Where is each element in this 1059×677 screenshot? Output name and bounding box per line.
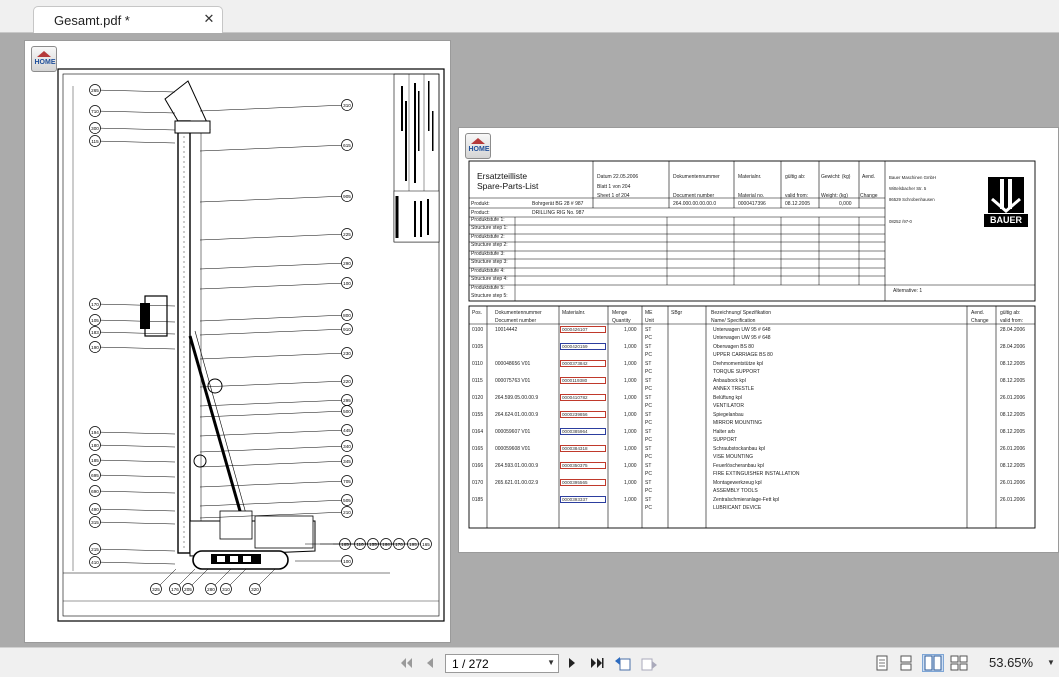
col-name: Bezeichnung/ Spezifikation [711,310,772,316]
callout-number: 310 [222,586,230,592]
callout-number: 105 [91,317,99,323]
col-change-en: Change [971,318,989,324]
callout-leader [200,283,347,289]
col-pos: Pos. [472,310,483,316]
row-pos: 0165 [472,446,484,452]
callout-number: 310 [343,102,351,108]
page-number-field[interactable] [445,654,559,673]
docnum-label: Dokumentennummer [673,174,720,180]
row-pos: 0170 [472,480,484,486]
row-docnum: 264.599.05.00.00.9 [495,395,539,401]
structure-step-label-en: Structure step 3: [471,259,508,265]
row-name: Oberwagen BS 80 [713,344,754,350]
callout-number: 180 [91,442,99,448]
callout-number: 410 [91,559,99,565]
weight-label: Gewicht: (kg) [821,174,851,180]
valid-label: gültig ab: [785,174,806,180]
structure-step-label-en: Structure step 1: [471,225,508,231]
docnum-value: 264.000.00.00.00.0 [673,201,717,207]
callout-leader [95,111,175,113]
change-label-en: Change [860,193,878,199]
row-name-en: MIRROR MOUNTING [713,420,762,426]
first-page-icon [399,657,413,669]
row-qty: 1,000 [624,480,637,486]
row-unit-en: PC [645,437,652,443]
callout-leader [95,432,175,434]
row-unit-en: PC [645,352,652,358]
structure-step-label-en: Structure step 2: [471,242,508,248]
callout-number: 100 [343,558,351,564]
next-view-icon [640,655,658,671]
callout-leader [200,105,347,111]
callout-leader [95,491,175,493]
row-material-link[interactable]: 0000119380 [560,377,606,384]
bottom-toolbar [0,647,1059,677]
col-docnum-en: Document number [495,318,537,324]
row-pos: 0164 [472,429,484,435]
callout-number: 164 [382,541,390,547]
row-name: Montagewerkzeug kpl [713,480,762,486]
row-qty: 1,000 [624,378,637,384]
callout-leader [200,329,347,335]
single-page-icon [875,655,889,671]
continuous-view-button[interactable] [897,654,915,672]
callout-number: 690 [91,488,99,494]
close-icon[interactable]: ✕ [203,11,215,26]
col-qty: Menge [612,310,628,316]
company-line: Bauer Maschinen GmbH [889,175,937,180]
pdf-page-2 [458,127,1059,553]
page-number-value: 1 / 272 [452,657,489,671]
row-material-link[interactable]: 0000384318 [560,445,606,452]
product-value: Bohrgerät BG 28 # 987 [532,201,584,207]
row-docnum: 265.621.01.00.02.9 [495,480,539,486]
two-page-icon [924,655,942,671]
structure-step-label: Produktstufe 5: [471,285,505,291]
callout-leader [200,430,347,436]
callout-number: 155 [369,541,377,547]
row-pos: 0105 [472,344,484,350]
product-label-en: Product: [471,210,490,216]
callout-number: 325 [152,586,160,592]
row-name: Feuerlöscheranbau kpl [713,463,764,469]
row-pos: 0110 [472,361,483,367]
callout-number: 490 [91,506,99,512]
row-pos: 0185 [472,497,484,503]
col-sbgr: SBgr [671,310,683,316]
row-name: Spiegelanbau [713,412,744,418]
row-docnum: 264.624.01.00.00.9 [495,412,539,418]
sheet-en: Sheet 1 of 204 [597,193,630,199]
structure-step-label: Produktstufe 3: [471,251,505,257]
callout-leader [200,461,347,467]
callout-leader [95,347,175,349]
row-unit-en: PC [645,505,652,511]
valid-value: 08.12.2005 [785,201,811,207]
row-name: Unterwagen UW 95 # 648 [713,327,771,333]
zoom-level[interactable]: 53.65% [989,655,1034,670]
structure-step-label: Produktstufe 1: [471,217,505,223]
callout-number: 190 [91,344,99,350]
callout-leader [95,509,175,511]
last-page-icon [590,657,604,669]
callout-leader [200,315,347,321]
callout-leader [200,353,347,359]
logo-text: BAUER [989,215,1022,225]
row-unit: ST [645,480,652,486]
bauer-logo [980,173,1032,229]
callout-number: 195 [409,541,417,547]
drilling-rig-drawing [25,41,451,643]
callout-leader [95,460,175,462]
row-unit-en: PC [645,488,652,494]
row-qty: 1,000 [624,463,637,469]
product-label: Produkt: [471,201,490,207]
company-line: 86529 Schrobenhausen [889,197,935,202]
row-name-en: TORQUE SUPPORT [713,369,760,375]
structure-step-label: Produktstufe 4: [471,268,505,274]
home-button-2[interactable]: HOME [465,133,491,159]
callout-number: 225 [343,231,351,237]
material-value: 0000417396 [738,201,766,207]
previous-view-icon [614,655,632,671]
callout-leader [95,90,175,92]
structure-step-label: Produktstufe 2: [471,234,505,240]
two-page-continuous-view-button[interactable] [950,654,968,672]
company-line: Wittelsbacher Str. 5 [889,186,927,191]
weight-label-en: Weight: (kg) [821,193,848,199]
prev-page-button[interactable] [423,654,437,672]
row-docnum: 000075763 V01 [495,378,531,384]
change-label: Aend. [862,174,876,180]
callout-number: 165 [341,541,349,547]
row-name-en: Unterwagen UW 95 # 648 [713,335,771,341]
pdf-page-1 [24,40,451,643]
row-qty: 1,000 [624,344,637,350]
product-value-en: DRILLING RIG No. 987 [532,210,585,216]
row-qty: 1,000 [624,497,637,503]
row-valid: 28.04.2006 [1000,344,1026,350]
docnum-label-en: Document number [673,193,715,199]
callout-number: 115 [91,138,99,144]
callout-number: 100 [343,280,351,286]
row-unit-en: PC [645,386,652,392]
row-unit-en: PC [645,454,652,460]
callout-leader [200,500,347,506]
row-valid: 08.12.2005 [1000,378,1026,384]
callout-leader [95,141,175,143]
row-unit-en: PC [645,335,652,341]
callout-number: 205 [184,586,192,592]
callout-number: 340 [343,443,351,449]
next-page-button[interactable] [565,654,579,672]
structure-step-label-en: Structure step 4: [471,276,508,282]
callout-leader [200,481,347,487]
row-name: Zentralschmieranlage-Fett kpl [713,497,780,503]
callout-number: 170 [91,301,99,307]
callout-leader [200,400,347,406]
company-line: 08252 /97-0 [889,219,912,224]
alternative: Alternative: 1 [893,288,923,294]
callout-leader [200,263,347,269]
document-tab[interactable] [33,6,223,33]
row-qty: 1,000 [624,327,637,333]
next-view-button[interactable] [640,654,658,672]
callout-number: 910 [343,326,351,332]
callout-number: 710 [91,108,99,114]
row-name-en: VENTILATOR [713,403,744,409]
tab-bar [0,0,1059,33]
row-name-en: FIRE EXTINGUISHER INSTALLATION [713,471,800,477]
next-page-icon [567,657,577,669]
single-page-view-button[interactable] [873,654,891,672]
material-label-en: Material no. [738,193,765,199]
row-valid: 08.12.2005 [1000,412,1026,418]
prev-page-icon [425,657,435,669]
last-page-button[interactable] [589,654,605,672]
date: Datum 22.05.2006 [597,174,639,180]
callout-number: 695 [91,472,99,478]
weight-value: 0,000 [839,201,852,207]
row-unit: ST [645,463,652,469]
callout-number: 165 [422,541,430,547]
row-qty: 1,000 [624,361,637,367]
callout-number: 345 [343,458,351,464]
row-pos: 0155 [472,412,484,418]
callout-leader [95,475,175,477]
row-unit: ST [645,361,652,367]
col-qty-en: Quantity [612,318,631,324]
structure-step-label-en: Structure step 5: [471,293,508,299]
row-material-link[interactable]: 0000239856 [560,411,606,418]
callout-leader [95,549,175,551]
row-valid: 26.01.2006 [1000,480,1026,486]
two-page-view-button[interactable] [922,654,944,672]
row-material-link[interactable]: 0000385964 [560,428,606,435]
row-unit: ST [645,429,652,435]
col-valid: gültig ab: [1000,310,1021,316]
callout-number: 320 [251,586,259,592]
row-docnum: 264.593.01.00.00.9 [495,463,539,469]
callout-leader [95,562,175,564]
callout-number: 905 [343,193,351,199]
row-material-link[interactable]: 0000426107 [560,326,606,333]
callout-number: 295 [343,397,351,403]
callout-number: 170 [395,541,403,547]
row-qty: 1,000 [624,412,637,418]
row-name: Schraubstockanbau kpl [713,446,765,452]
row-docnum: 000059608 V01 [495,446,531,452]
row-material-link[interactable]: 0000373842 [560,360,606,367]
callout-leader [200,234,347,240]
row-unit: ST [645,446,652,452]
callout-number: 210 [343,509,351,515]
callout-number: 183 [91,329,99,335]
callout-number: 265 [91,87,99,93]
callout-number: 215 [91,546,99,552]
row-unit: ST [645,497,652,503]
row-qty: 1,000 [624,446,637,452]
row-valid: 28.04.2006 [1000,327,1026,333]
row-name: Drehmomentstütze kpl [713,361,764,367]
callout-number: 280 [207,586,215,592]
tab-title: Gesamt.pdf * [54,13,130,28]
chevron-down-icon[interactable]: ▼ [1047,658,1055,667]
row-unit-en: PC [645,403,652,409]
row-name: Halter arb [713,429,735,435]
col-name-en: Name/ Specification [711,318,756,324]
callout-number: 615 [343,142,351,148]
sheet-de: Blatt 1 von 204 [597,184,631,190]
row-pos: 0100 [472,327,484,333]
col-change: Aend. [971,310,985,316]
callout-number: 800 [343,312,351,318]
row-qty: 1,000 [624,429,637,435]
row-docnum: 10014442 [495,327,518,333]
chevron-down-icon[interactable]: ▼ [547,658,555,667]
col-material: Materialnr. [562,310,586,316]
row-unit: ST [645,344,652,350]
row-valid: 26.01.2006 [1000,446,1026,452]
row-docnum: 000059607 V01 [495,429,531,435]
callout-leader [95,445,175,447]
row-material-link[interactable]: 0000393337 [560,496,606,503]
row-pos: 0120 [472,395,484,401]
material-label: Materialnr. [738,174,762,180]
callout-number: 176 [171,586,179,592]
callout-number: 110 [356,541,364,547]
col-docnum: Dokumentennummer [495,310,542,316]
row-unit-en: PC [645,420,652,426]
row-name: Belüftung kpl [713,395,742,401]
callout-leader [95,522,175,524]
row-name-en: ASSEMBLY TOOLS [713,488,758,494]
row-pos: 0166 [472,463,484,469]
row-unit: ST [645,412,652,418]
row-docnum: 000048656 V01 [495,361,531,367]
callout-number: 220 [343,378,351,384]
callout-number: 185 [91,457,99,463]
previous-view-button[interactable] [614,654,632,672]
continuous-page-icon [899,655,913,671]
row-name-en: LUBRICANT DEVICE [713,505,762,511]
row-material-link[interactable]: 0000395565 [560,479,606,486]
doc-title-en: Spare-Parts-List [477,181,539,191]
row-valid: 26.01.2006 [1000,497,1026,503]
two-page-continuous-icon [950,655,968,671]
first-page-button[interactable] [398,654,414,672]
home-button[interactable]: HOME [31,46,57,72]
row-valid: 08.12.2005 [1000,361,1026,367]
callout-number: 705 [343,478,351,484]
callout-number: 445 [343,427,351,433]
callout-number: 500 [343,408,351,414]
row-name-en: ANNEX TRESTLE [713,386,755,392]
callout-leader [95,128,175,130]
row-unit-en: PC [645,369,652,375]
callout-leader [200,145,347,151]
row-unit: ST [645,327,652,333]
col-unit: ME [645,310,653,316]
callout-number: 230 [343,350,351,356]
callout-leader [200,196,347,202]
callout-number: 315 [91,519,99,525]
valid-label-en: valid from: [785,193,809,199]
row-pos: 0115 [472,378,483,384]
doc-title-de: Ersatzteilliste [477,171,528,181]
row-unit: ST [645,378,652,384]
callout-number: 505 [343,497,351,503]
col-unit-en: Unit [645,318,654,324]
callout-leader [200,411,347,417]
row-valid: 08.12.2005 [1000,463,1026,469]
row-unit-en: PC [645,471,652,477]
callout-number: 300 [91,125,99,131]
row-material-link[interactable]: 0000350375 [560,462,606,469]
row-unit: ST [645,395,652,401]
row-valid: 26.01.2006 [1000,395,1026,401]
row-name: Anbaubock kpl [713,378,746,384]
row-valid: 08.12.2005 [1000,429,1026,435]
row-name-en: UPPER CARRIAGE BS 80 [713,352,773,358]
row-qty: 1,000 [624,395,637,401]
row-name-en: VISE MOUNTING [713,454,754,460]
callout-number: 290 [343,260,351,266]
row-name-en: SUPPORT [713,437,738,443]
callout-number: 194 [91,429,99,435]
row-material-link[interactable]: 0000410782 [560,394,606,401]
row-material-link[interactable]: 0000420159 [560,343,606,350]
col-valid-en: valid from: [1000,318,1024,324]
